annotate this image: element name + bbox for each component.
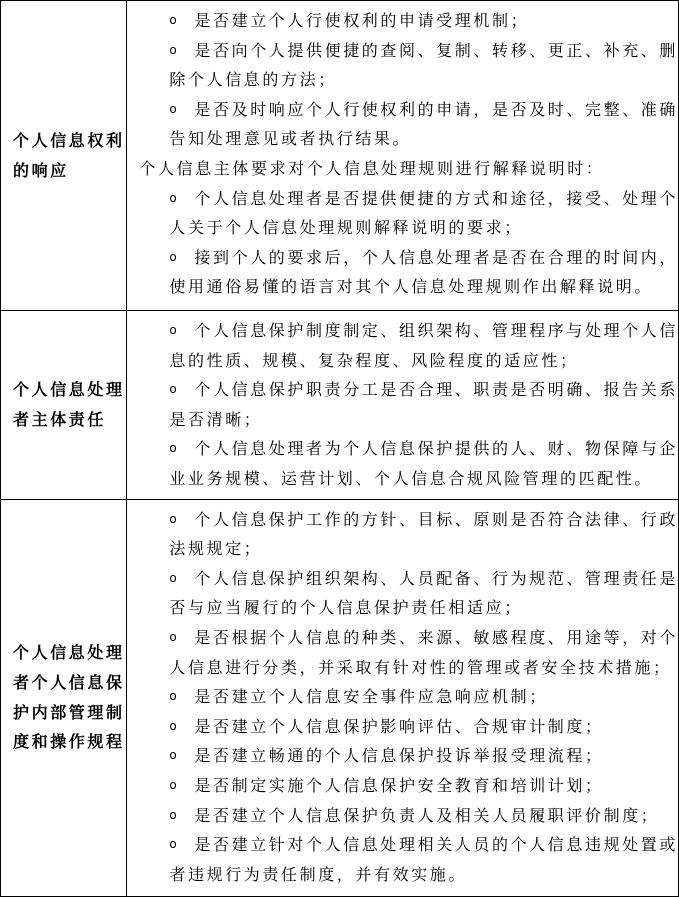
text-line bbox=[127, 213, 678, 243]
bullet-item bbox=[127, 623, 678, 653]
text-line bbox=[127, 405, 678, 435]
line-text: 是否向个人提供便捷的查阅、复制、转移、更正、补充、删 bbox=[194, 40, 678, 60]
category-cell bbox=[1, 311, 127, 500]
bullet-item bbox=[127, 801, 678, 831]
line-text: 是否及时响应个人行使权利的申请，是否及时、完整、准确 bbox=[194, 99, 678, 119]
line-text: 是否建立针对个人信息处理相关人员的个人信息违规处置或 bbox=[194, 835, 678, 855]
bullet-icon: o bbox=[169, 382, 177, 397]
line-text: 否与应当履行的个人信息保护责任相适应； bbox=[169, 598, 523, 618]
line-text: 是否建立个人信息安全事件应急响应机制； bbox=[194, 687, 548, 707]
bullet-item bbox=[127, 712, 678, 742]
line-text: 个人信息主体要求对个人信息处理规则进行解释说明时： bbox=[139, 158, 605, 178]
bullet-icon: o bbox=[169, 42, 177, 57]
line-text: 个人信息保护制度制定、组织架构、管理程序与处理个人信 bbox=[194, 321, 678, 340]
bullet-item bbox=[127, 36, 678, 66]
line-text: 是否清晰； bbox=[169, 409, 263, 429]
table-row bbox=[1, 311, 679, 500]
category-label-line: 个人信息处理 bbox=[13, 380, 125, 400]
category-label-line: 的响应 bbox=[13, 160, 69, 180]
bullet-item bbox=[127, 434, 678, 464]
text-line bbox=[127, 65, 678, 95]
bullet-icon: o bbox=[169, 441, 177, 456]
criteria-cell bbox=[127, 311, 679, 500]
line-text: 个人信息保护工作的方针、目标、原则是否符合法律、行政 bbox=[194, 509, 678, 529]
bullet-icon: o bbox=[169, 190, 177, 205]
bullet-icon: o bbox=[169, 807, 177, 822]
line-text: 是否制定实施个人信息保护安全教育和培训计划； bbox=[194, 775, 604, 795]
text-line bbox=[127, 124, 678, 154]
category-label-line: 者主体责任 bbox=[13, 409, 107, 429]
bullet-icon: o bbox=[169, 570, 177, 585]
text-line bbox=[127, 653, 678, 683]
line-text: 除个人信息的方法； bbox=[169, 70, 337, 90]
criteria-cell bbox=[127, 1, 679, 311]
line-text: 是否建立个人信息保护影响评估、合规审计制度； bbox=[194, 716, 604, 736]
text-line bbox=[127, 860, 678, 890]
table-row bbox=[1, 1, 679, 311]
line-text: 人关于个人信息处理规则解释说明的要求； bbox=[169, 218, 523, 238]
bullet-item bbox=[127, 95, 678, 125]
bullet-item bbox=[127, 505, 678, 535]
line-text: 是否建立畅通的个人信息保护投诉举报受理流程； bbox=[194, 746, 604, 766]
bullet-item bbox=[127, 184, 678, 214]
bullet-icon: o bbox=[169, 13, 177, 27]
category-label-line: 个人信息处理 bbox=[13, 643, 125, 663]
line-text: 个人信息处理者是否提供便捷的方式和途径，接受、处理个 bbox=[194, 188, 678, 208]
category-label-line: 护内部管理制 bbox=[13, 702, 125, 722]
text-line bbox=[127, 464, 678, 494]
line-text: 人信息进行分类，并采取有针对性的管理或者安全技术措施； bbox=[169, 657, 672, 677]
bullet-icon: o bbox=[169, 689, 177, 704]
text-line bbox=[127, 154, 678, 184]
bullet-item bbox=[127, 830, 678, 860]
bullet-icon: o bbox=[169, 511, 177, 526]
bullet-item bbox=[127, 741, 678, 771]
criteria-cell bbox=[127, 499, 679, 896]
line-text: 个人信息处理者为个人信息保护提供的人、财、物保障与企 bbox=[194, 439, 678, 459]
text-line bbox=[127, 534, 678, 564]
bullet-icon: o bbox=[169, 837, 177, 852]
category-cell bbox=[1, 499, 127, 896]
category-label-line: 个人信息权利 bbox=[13, 130, 125, 150]
category-label-line: 者个人信息保 bbox=[13, 672, 125, 692]
line-text: 是否根据个人信息的种类、来源、敏感程度、用途等，对个 bbox=[194, 627, 678, 647]
bullet-icon: o bbox=[169, 629, 177, 644]
bullet-item bbox=[127, 771, 678, 801]
line-text: 接到个人的要求后，个人信息处理者是否在合理的时间内， bbox=[194, 247, 678, 267]
line-text: 个人信息保护职责分工是否合理、职责是否明确、报告关系 bbox=[194, 380, 678, 400]
line-text: 个人信息保护组织架构、人员配备、行为规范、管理责任是 bbox=[194, 568, 678, 588]
category-label-line: 度和操作规程 bbox=[13, 732, 125, 752]
bullet-icon: o bbox=[169, 748, 177, 763]
line-text: 法规规定； bbox=[169, 539, 263, 559]
category-cell bbox=[1, 1, 127, 311]
text-line bbox=[127, 593, 678, 623]
line-text: 是否建立个人行使权利的申请受理机制； bbox=[194, 11, 530, 30]
bullet-icon: o bbox=[169, 718, 177, 733]
text-line bbox=[127, 272, 678, 302]
bullet-item bbox=[127, 682, 678, 712]
line-text: 业业务规模、运营计划、个人信息合规风险管理的匹配性。 bbox=[169, 468, 653, 488]
text-line bbox=[127, 346, 678, 376]
line-text: 是否建立个人信息保护负责人及相关人员履职评价制度； bbox=[194, 805, 660, 825]
bullet-icon: o bbox=[169, 777, 177, 792]
bullet-icon: o bbox=[169, 323, 177, 337]
bullet-icon: o bbox=[169, 101, 177, 116]
bullet-icon: o bbox=[169, 249, 177, 264]
bullet-item bbox=[127, 6, 678, 36]
bullet-item bbox=[127, 375, 678, 405]
bullet-item bbox=[127, 564, 678, 594]
line-text: 告知处理意见或者执行结果。 bbox=[169, 129, 412, 149]
line-text: 使用通俗易懂的语言对其个人信息处理规则作出解释说明。 bbox=[169, 277, 653, 297]
table-row bbox=[1, 499, 679, 896]
line-text: 息的性质、规模、复杂程度、风险程度的适应性； bbox=[169, 350, 579, 370]
bullet-item bbox=[127, 243, 678, 273]
bullet-item bbox=[127, 316, 678, 346]
line-text: 者违规行为责任制度，并有效实施。 bbox=[169, 864, 467, 884]
